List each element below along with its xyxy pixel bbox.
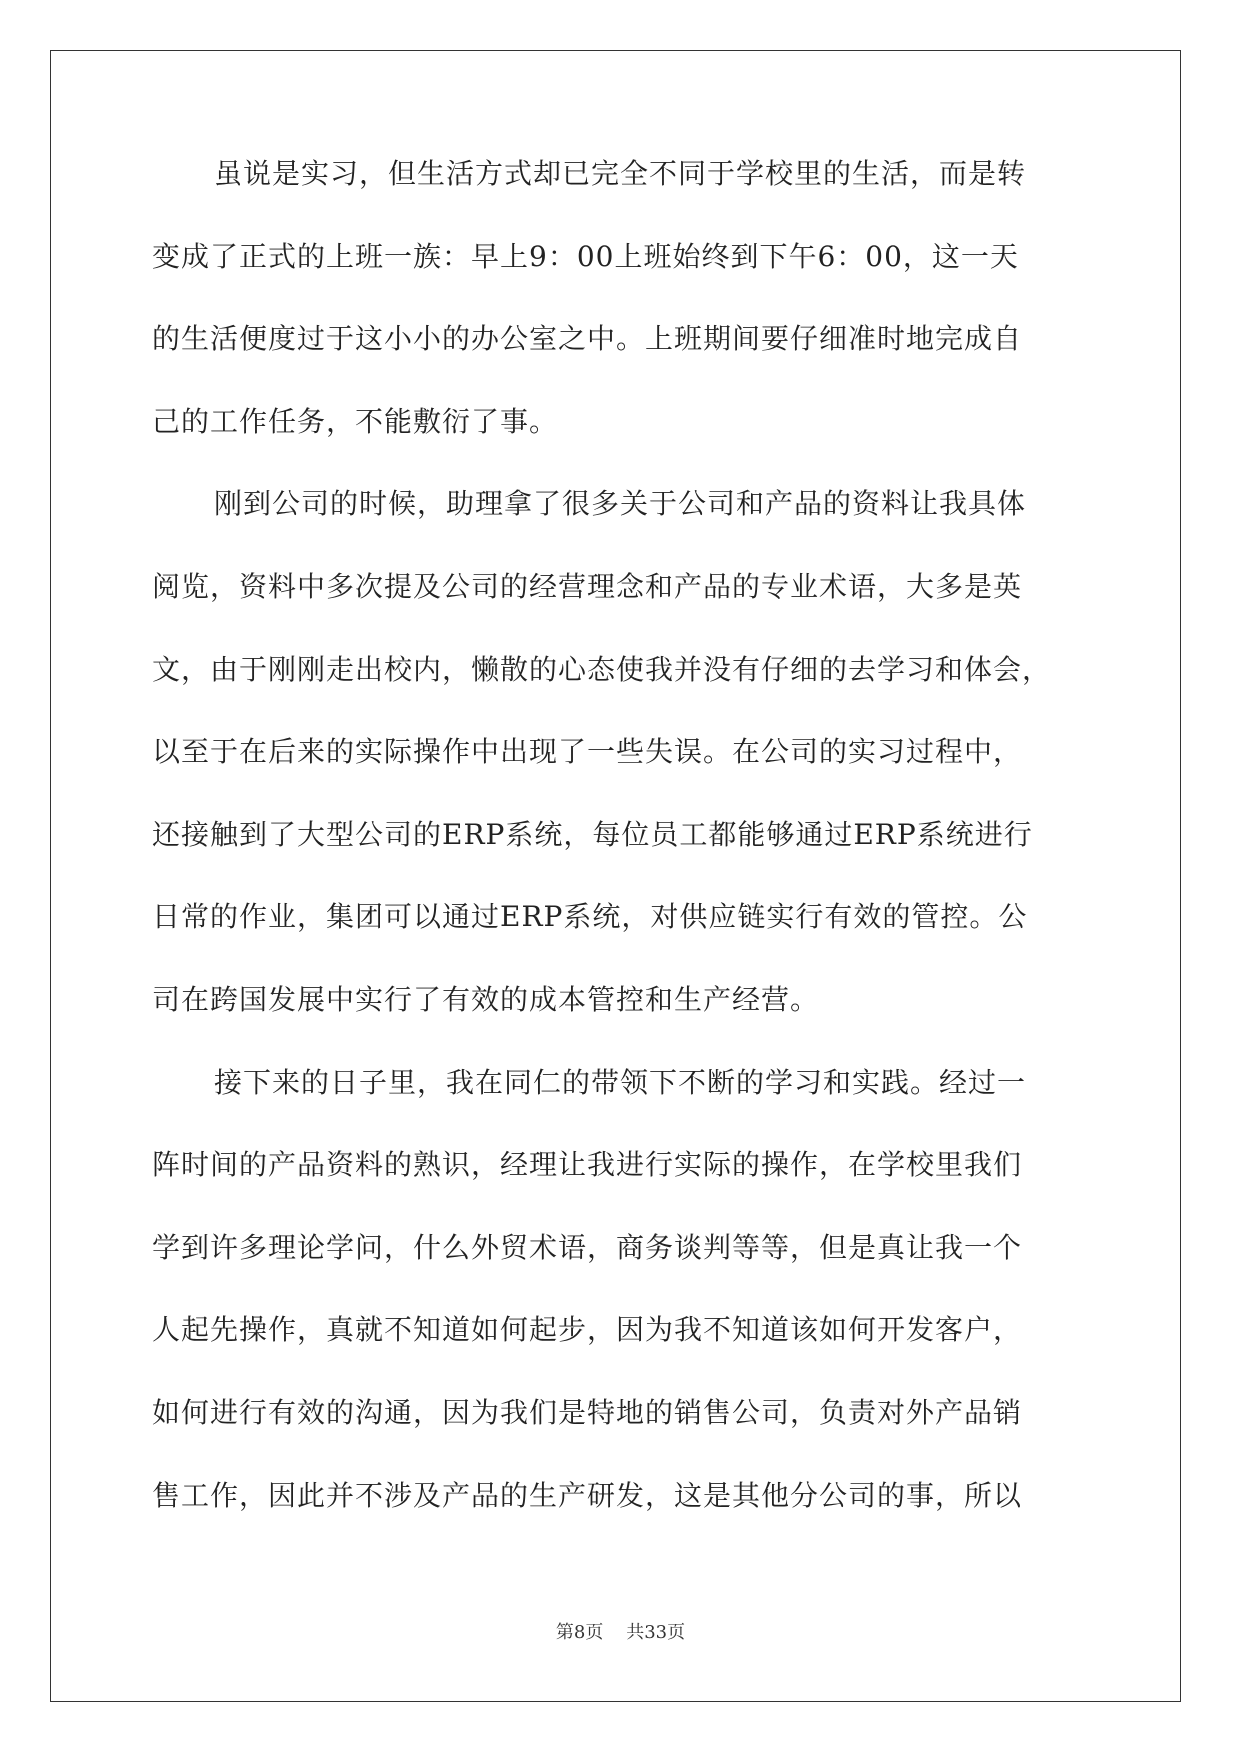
current-page-number: 8 xyxy=(573,1622,586,1643)
total-pages-number: 33 xyxy=(644,1622,668,1643)
paragraph-3-line-2: 阵时间的产品资料的熟识，经理让我进行实际的操作，在学校里我们 xyxy=(152,1148,1023,1182)
paragraph-1-line-3: 的生活便度过于这小小的办公室之中。上班期间要仔细准时地完成自 xyxy=(152,322,1023,356)
paragraph-3-line-1: 接下来的日子里，我在同仁的带领下不断的学习和实践。经过一 xyxy=(214,1065,1027,1099)
paragraph-1-line-1: 虽说是实习，但生活方式却已完全不同于学校里的生活，而是转 xyxy=(214,157,1027,190)
paragraph-2-line-5: 还接触到了大型公司的ERP系统，每位员工都能够通过ERP系统进行 xyxy=(152,817,1033,851)
page-label-prefix: 第 xyxy=(555,1622,574,1643)
paragraph-2-line-7: 司在跨国发展中实行了有效的成本管控和生产经营。 xyxy=(152,982,820,1016)
document-body xyxy=(152,157,1092,1564)
page-label-suffix: 页 xyxy=(585,1622,604,1643)
paragraph-2-line-3: 文，由于刚刚走出校内，懒散的心态使我并没有仔细的去学习和体会， xyxy=(152,652,1052,686)
paragraph-2-line-1: 刚到公司的时候，助理拿了很多关于公司和产品的资料让我具体 xyxy=(214,487,1027,521)
paragraph-2-line-6: 日常的作业，集团可以通过ERP系统，对供应链实行有效的管控。公 xyxy=(152,900,1028,934)
total-label-suffix: 页 xyxy=(667,1622,686,1643)
paragraph-3-line-6: 售工作，因此并不涉及产品的生产研发，这是其他分公司的事，所以 xyxy=(152,1478,1023,1512)
page-footer xyxy=(0,1618,1241,1644)
paragraph-2-line-4: 以至于在后来的实际操作中出现了一些失误。在公司的实习过程中， xyxy=(152,735,1023,769)
paragraph-2-line-2: 阅览，资料中多次提及公司的经营理念和产品的专业术语，大多是英 xyxy=(152,569,1023,603)
paragraph-3-line-3: 学到许多理论学问，什么外贸术语，商务谈判等等，但是真让我一个 xyxy=(152,1230,1023,1264)
paragraph-3-line-5: 如何进行有效的沟通，因为我们是特地的销售公司，负责对外产品销 xyxy=(152,1395,1023,1429)
paragraph-1-line-2: 变成了正式的上班一族：早上9：00上班始终到下午6：00，这一天 xyxy=(152,239,1019,273)
total-label: 共 xyxy=(626,1622,645,1643)
paragraph-1-line-4: 己的工作任务，不能敷衍了事。 xyxy=(152,404,559,438)
paragraph-3-line-4: 人起先操作，真就不知道如何起步，因为我不知道该如何开发客户， xyxy=(152,1313,1023,1347)
